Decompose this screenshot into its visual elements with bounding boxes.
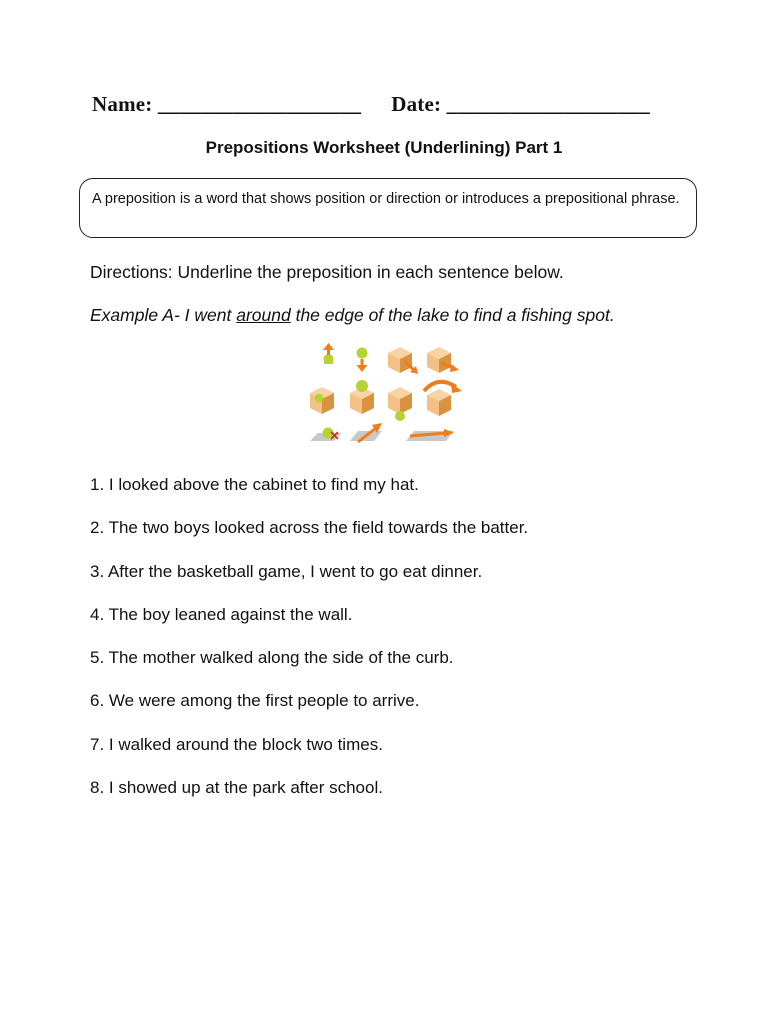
list-item: 8. I showed up at the park after school. bbox=[90, 778, 383, 798]
name-date-line bbox=[92, 92, 650, 117]
above-arrow-icon bbox=[323, 343, 334, 364]
sentence-list bbox=[90, 473, 528, 819]
list-item: 5. The mother walked along the side of the curb. bbox=[90, 648, 454, 668]
box-over-icon bbox=[427, 347, 459, 373]
example-before: Example A- I went bbox=[90, 305, 237, 325]
list-item: 7. I walked around the block two times. bbox=[90, 734, 383, 754]
list-item: 6. We were among the first people to arrive. bbox=[90, 691, 420, 711]
example-after: the edge of the lake to find a fishing spot. bbox=[290, 305, 615, 325]
example-sentence bbox=[90, 305, 615, 326]
below-arrow-icon bbox=[357, 348, 368, 373]
across-surface-icon bbox=[350, 423, 382, 442]
box-on-icon bbox=[350, 380, 374, 414]
along-surface-icon bbox=[406, 429, 454, 441]
box-out-icon bbox=[388, 347, 418, 374]
example-underlined-word: around bbox=[236, 305, 291, 325]
name-field[interactable]: Name: ___________________ bbox=[92, 92, 362, 116]
definition-box bbox=[79, 178, 697, 238]
date-field[interactable]: Date: ___________________ bbox=[391, 92, 650, 116]
box-under-icon bbox=[388, 387, 412, 421]
directions-text: Directions: Underline the preposition in each sentence below. bbox=[90, 262, 564, 282]
definition-text: A preposition is a word that shows position or direction or introduces a prepositional phrase. bbox=[92, 191, 680, 207]
box-in-icon bbox=[310, 387, 334, 414]
list-item: 3. After the basketball game, I went to go eat dinner. bbox=[90, 561, 483, 581]
box-around-icon bbox=[424, 382, 462, 416]
list-item: 4. The boy leaned against the wall. bbox=[90, 604, 353, 624]
list-item: 2. The two boys looked across the field towards the batter. bbox=[90, 518, 529, 538]
not-on-surface-icon bbox=[310, 428, 342, 442]
worksheet-title: Prepositions Worksheet (Underlining) Part 1 bbox=[205, 138, 563, 157]
list-item: 1. I looked above the cabinet to find my hat. bbox=[90, 475, 419, 494]
prepositions-illustration bbox=[304, 343, 464, 451]
